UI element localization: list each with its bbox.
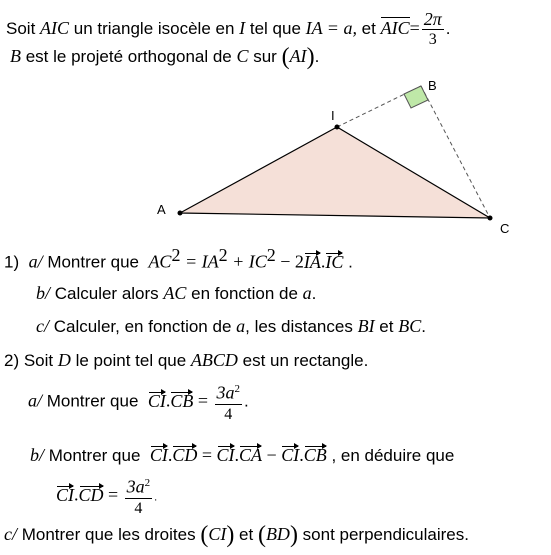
q2-statement: 2) Soit D le point tel que ABCD est un rectangle.	[4, 350, 369, 370]
intro-line-1: Soit AIC un triangle isocèle en I tel que IA = a, et AIC= $\frac{2\pi}{3}$ .	[6, 9, 451, 48]
point-I: I	[239, 17, 246, 38]
right-angle-marker	[404, 86, 428, 108]
label-C: C	[500, 221, 510, 236]
q2-a: a/ Montrer que CI.CB = $\frac{3a^2}{4}$ .	[28, 380, 249, 424]
vector-CI: CI	[147, 390, 166, 411]
equals-sign: =	[409, 17, 420, 38]
intro-text: Soit	[6, 18, 41, 38]
label-A: A	[157, 202, 166, 217]
sub-label: c/	[4, 524, 17, 544]
q1-b: b/ Calculer alors AC en fonction de a.	[36, 283, 317, 303]
question-number: 1)	[4, 252, 20, 272]
q2-b-conclusion: CI.CD = $\frac{3a^2}{4}$ .	[56, 474, 157, 518]
vector-IC: IC	[325, 251, 344, 272]
point-C-dot	[488, 216, 493, 221]
fraction-3a2-4: $\frac{3a^2}{4}$	[215, 380, 243, 424]
q1-c: c/ Calculer, en fonction de a, les distances BI et BC.	[36, 316, 426, 336]
question-number: 2)	[4, 351, 20, 370]
triangle-name: AIC	[40, 17, 70, 38]
sub-label: b/	[30, 445, 45, 465]
label-B: B	[428, 78, 437, 93]
fraction-2pi-3: $\frac{2\pi}{3}$	[423, 9, 442, 48]
line-AI: AI	[289, 46, 307, 66]
intro-text: tel que	[245, 18, 306, 38]
q2-c: c/ Montrer que les droites (CI) et (BD) sont perpendiculaires.	[4, 522, 469, 548]
intro-text: et	[356, 18, 381, 38]
point-A-dot	[178, 211, 183, 216]
triangle-AIC	[180, 127, 490, 218]
sub-label: a/	[28, 251, 43, 272]
label-I: I	[331, 108, 335, 123]
point-B: B	[10, 46, 21, 66]
sub-label: b/	[36, 283, 51, 303]
vector-IA: IA	[303, 251, 321, 272]
angle-AIC: AIC	[380, 17, 410, 38]
geometry-figure	[0, 0, 551, 240]
sub-label: a/	[28, 390, 43, 411]
q1-a: 1) a/ Montrer que $AC^2 = IA^2 + IC^2 - 2IA.IC$ .	[4, 245, 353, 272]
sub-label: c/	[36, 316, 49, 336]
q2-b: b/ Montrer que CI.CD = CI.CA − CI.CB , en déduire que	[30, 445, 455, 465]
point-I-dot	[335, 125, 340, 130]
fraction-3a2-4: $\frac{3a^2}{4}$	[125, 474, 153, 518]
intro-line-2: B est le projeté orthogonal de C sur (AI).	[10, 44, 320, 70]
point-C: C	[236, 46, 249, 66]
vector-CB: CB	[170, 390, 194, 411]
equation-IA: IA = a,	[305, 17, 357, 38]
intro-text: un triangle isocèle en	[69, 18, 240, 38]
